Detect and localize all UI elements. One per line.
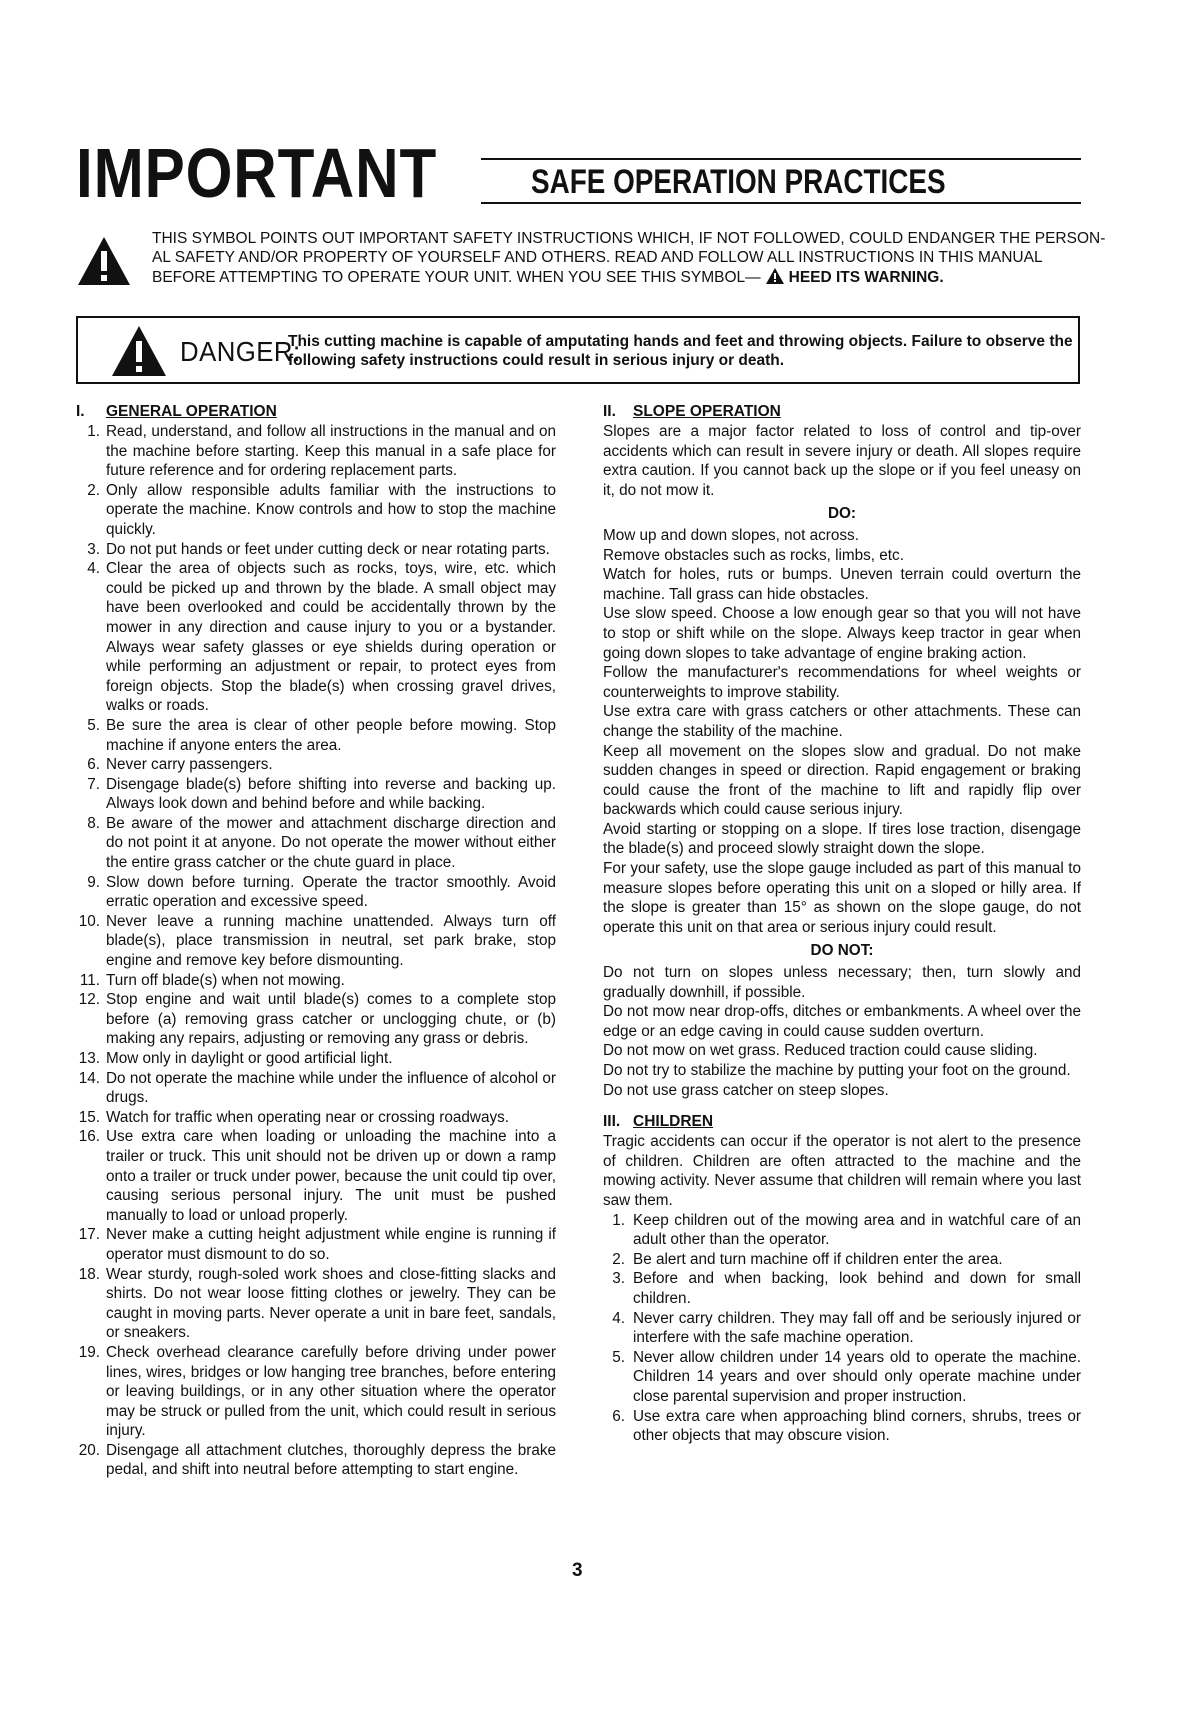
item-number: 16.: [78, 1128, 100, 1146]
warning-triangle-icon: [76, 235, 132, 287]
item-number: 20.: [78, 1441, 100, 1459]
item-number: 1.: [87, 423, 100, 440]
item-number: 4.: [87, 560, 100, 578]
item-text: Disengage blade(s) before shifting into reverse and backing up. Always look down and behind before and while backing.: [106, 775, 556, 813]
subtitle-rule: [481, 158, 1081, 204]
item-number: 5.: [612, 1348, 625, 1366]
item-text: Turn off blade(s) when not mowing.: [106, 971, 345, 989]
item-text: Never carry children. They may fall off and be seriously injured or interfere with the safe machine operation.: [633, 1309, 1081, 1347]
item-text: Only allow responsible adults familiar with the instructions to operate the machine. Know controls and how to stop the machine quickly.: [106, 481, 556, 538]
danger-label: DANGER:: [180, 336, 301, 367]
list-item: [76, 481, 556, 540]
children-intro: Tragic accidents can occur if the operator is not alert to the presence of children. Children are often attracted to the machine and the mowing activity. Never assume that children will remain where you last saw them.: [603, 1133, 1081, 1209]
item-number: 1.: [612, 1211, 625, 1229]
list-item: [603, 1211, 1081, 1250]
danger-text: This cutting machine is capable of amputating hands and feet and throwing objects. Failure to observe the following safety instructions could result in serious injury or death.: [288, 333, 1073, 369]
item-text: Stop engine and wait until blade(s) comes to a complete stop before (a) removing grass catcher or unclogging chute, or (b) making any repairs, adjusting or removing any grass or debris.: [106, 991, 556, 1048]
list-item: Do not mow on wet grass. Reduced traction could cause sliding.: [603, 1042, 1038, 1060]
item-text: Do not put hands or feet under cutting deck or near rotating parts.: [106, 540, 550, 558]
section-number: I.: [76, 403, 85, 420]
item-text: Never carry passengers.: [106, 756, 273, 774]
list-item: [76, 971, 556, 991]
intro-line-1: THIS SYMBOL POINTS OUT IMPORTANT SAFETY INSTRUCTIONS WHICH, IF NOT FOLLOWED, COULD ENDANGER THE PERSON-: [152, 230, 1106, 247]
page-subtitle: SAFE OPERATION PRACTICES: [531, 163, 946, 201]
list-item: Use slow speed. Choose a low enough gear so that you will not have to stop or shift while on the slope. Always keep tractor in gear when going down slopes to take advantage of engine braking action.: [603, 605, 1081, 662]
list-item: Watch for holes, ruts or bumps. Uneven terrain could overturn the machine. Tall grass can hide obstacles.: [603, 566, 1081, 603]
list-item: Do not mow near drop-offs, ditches or embankments. A wheel over the edge or an edge caving in could cause sudden overturn.: [603, 1003, 1081, 1040]
item-number: 3.: [612, 1270, 625, 1288]
item-text: Clear the area of objects such as rocks, toys, wire, etc. which could be picked up and thrown by the blade. A small object may have been overlooked and could be accidentally thrown by the mower in any direction and cause injury to you or a bystander. Always wear safety glasses or eye shields during operation or while performing an adjustment or repair, to protect eyes from foreign objects. Stop the blade(s) when crossing gravel drives, walks or roads.: [106, 560, 556, 715]
section-heading-general: [76, 402, 556, 422]
item-text: Never leave a running machine unattended. Always turn off blade(s), place transmission in neutral, set park brake, stop engine and remove key before dismounting.: [106, 912, 556, 970]
list-item: [76, 912, 556, 971]
item-text: Watch for traffic when operating near or crossing roadways.: [106, 1108, 510, 1126]
safety-symbol-intro: [76, 229, 1106, 293]
list-item: Remove obstacles such as rocks, limbs, etc.: [603, 546, 904, 564]
list-item: [603, 1269, 1081, 1308]
item-text: Before and when backing, look behind and down for small children.: [633, 1270, 1081, 1307]
item-number: 17.: [78, 1226, 100, 1244]
list-item: [76, 422, 556, 481]
list-item: For your safety, use the slope gauge included as part of this manual to measure slopes before operating this unit on a sloped or hilly area. If the slope is greater than 15° as shown on the slope gauge, do not operate this unit on that area or serious injury could result.: [603, 860, 1081, 936]
list-item: [603, 1250, 1081, 1270]
item-text: Keep children out of the mowing area and in watchful care of an adult other than the operator.: [633, 1211, 1081, 1249]
list-item: [76, 1049, 556, 1069]
section-title: SLOPE OPERATION: [633, 403, 781, 420]
item-number: 13.: [78, 1050, 100, 1067]
list-item: Avoid starting or stopping on a slope. If tires lose traction, disengage the blade(s) and proceed slowly straight down the slope.: [603, 820, 1081, 858]
list-item: Mow up and down slopes, not across.: [603, 526, 859, 544]
item-text: Be aware of the mower and attachment discharge direction and do not point it at anyone. Do not operate the mower without either the entire grass catcher or the chute guard in place.: [106, 814, 556, 872]
item-text: Never allow children under 14 years old to operate the machine. Children 14 years and over should only operate machine under close parental supervision and proper instruction.: [633, 1348, 1081, 1405]
children-list: [603, 1211, 1081, 1446]
list-item: [76, 1265, 556, 1343]
item-text: Read, understand, and follow all instructions in the manual and on the machine before starting. Keep this manual in a safe place for future reference and for ordering replacement parts.: [106, 423, 556, 480]
section-title: GENERAL OPERATION: [106, 403, 277, 420]
list-item: [76, 1127, 556, 1225]
section-title: CHILDREN: [633, 1113, 714, 1131]
item-number: 12.: [78, 991, 100, 1009]
item-number: 14.: [78, 1069, 100, 1087]
list-item: [76, 990, 556, 1049]
item-text: Disengage all attachment clutches, thoroughly depress the brake pedal, and shift into neutral before attempting to start engine.: [106, 1441, 556, 1479]
intro-text: [152, 229, 1106, 287]
intro-line-3-text: BEFORE ATTEMPTING TO OPERATE YOUR UNIT. WHEN YOU SEE THIS SYMBOL—: [152, 269, 761, 286]
list-item: [603, 1348, 1081, 1407]
list-item: [603, 1407, 1081, 1446]
list-item: [76, 1069, 556, 1108]
list-item: [603, 1309, 1081, 1348]
warning-triangle-icon: [110, 324, 168, 378]
section-heading-slope: [603, 402, 1081, 422]
intro-line-3: [152, 267, 1082, 287]
item-number: 5.: [87, 716, 100, 734]
item-number: 2.: [87, 481, 100, 499]
list-item: [76, 1108, 556, 1128]
danger-box: [76, 316, 1080, 384]
list-item: [76, 755, 556, 775]
item-number: 8.: [87, 814, 100, 832]
intro-line-2: AL SAFETY AND/OR PROPERTY OF YOURSELF AND OTHERS. READ AND FOLLOW ALL INSTRUCTIONS IN THIS MANUAL: [152, 249, 1043, 266]
item-number: 10.: [78, 912, 100, 930]
do-list: [603, 526, 1081, 937]
warning-triangle-icon: [765, 267, 785, 285]
item-number: 18.: [78, 1265, 100, 1283]
item-text: Use extra care when loading or unloading the machine into a trailer or truck. This unit should not be driven up or down a ramp onto a trailer or truck under power, because the unit could tip over, causing serious personal injury. The unit must be pushed manually to load or unload properly.: [106, 1128, 556, 1224]
list-item: Keep all movement on the slopes slow and gradual. Do not make sudden changes in speed or direction. Rapid engagement or braking could cause the front of the machine to lift and rapidly flip over backwards which could cause serious injury.: [603, 742, 1081, 819]
item-text: Be sure the area is clear of other people before mowing. Stop machine if anyone enters the area.: [106, 716, 556, 754]
page-header: [76, 134, 1082, 212]
item-text: Do not operate the machine while under the influence of alcohol or drugs.: [106, 1069, 556, 1107]
list-item: [76, 1225, 556, 1264]
section-heading-children: [603, 1112, 1081, 1132]
list-item: Follow the manufacturer's recommendations for wheel weights or counterweights to improve stability.: [603, 664, 1081, 701]
item-number: 6.: [612, 1407, 625, 1425]
do-not-list: [603, 963, 1081, 1100]
general-operation-list: [76, 422, 556, 1480]
item-number: 3.: [87, 540, 100, 558]
important-title: IMPORTANT: [76, 134, 438, 212]
item-number: 4.: [612, 1309, 625, 1327]
item-text: Check overhead clearance carefully before driving under power lines, wires, bridges or low hanging tree branches, before entering or leaving buildings, or in any other situation where the operator may be struck or pulled from the unit, which could result in serious injury.: [106, 1343, 556, 1440]
right-column: [603, 400, 1081, 1446]
list-item: [76, 873, 556, 912]
heed-warning-text: HEED ITS WARNING.: [788, 269, 944, 286]
list-item: [76, 540, 556, 560]
item-number: 7.: [87, 775, 100, 793]
list-item: [76, 559, 556, 716]
item-number: 11.: [79, 971, 100, 989]
item-text: Wear sturdy, rough-soled work shoes and close-fitting slacks and shirts. Do not wear loose fitting clothes or jewelry. They can be caught in moving parts. Never operate a unit in bare feet, sandals, or sneakers.: [106, 1265, 556, 1342]
item-number: 9.: [87, 873, 100, 891]
list-item: Use extra care with grass catchers or other attachments. These can change the stability of the machine.: [603, 703, 1081, 740]
list-item: Do not try to stabilize the machine by putting your foot on the ground.: [603, 1062, 1071, 1079]
item-text: Be alert and turn machine off if children enter the area.: [633, 1250, 1003, 1268]
do-heading: DO:: [827, 505, 857, 523]
item-number: 6.: [87, 756, 100, 774]
list-item: [76, 1343, 556, 1441]
list-item: Do not use grass catcher on steep slopes.: [603, 1081, 889, 1099]
item-text: Never make a cutting height adjustment while engine is running if operator must dismount to do so.: [106, 1226, 556, 1263]
list-item: [76, 775, 556, 814]
list-item: [76, 1441, 556, 1480]
section-number: II.: [603, 403, 616, 420]
slope-intro: Slopes are a major factor related to loss of control and tip-over accidents which can result in severe injury or death. All slopes require extra caution. If you cannot back up the slope or if you feel uneasy on it, do not mow it.: [603, 423, 1081, 499]
section-number: III.: [603, 1113, 621, 1131]
list-item: [76, 716, 556, 755]
item-text: Slow down before turning. Operate the tractor smoothly. Avoid erratic operation and excessive speed.: [106, 873, 556, 911]
page-number: 3: [572, 1560, 583, 1581]
left-column: [76, 400, 556, 1480]
list-item: Do not turn on slopes unless necessary; then, turn slowly and gradually downhill, if possible.: [603, 964, 1081, 1001]
do-not-heading: DO NOT:: [810, 942, 874, 960]
item-number: 19.: [78, 1343, 100, 1361]
item-text: Use extra care when approaching blind corners, shrubs, trees or other objects that may obscure vision.: [633, 1407, 1081, 1445]
item-number: 2.: [612, 1250, 625, 1268]
item-number: 15.: [78, 1108, 100, 1126]
item-text: Mow only in daylight or good artificial light.: [106, 1050, 393, 1067]
list-item: [76, 814, 556, 873]
